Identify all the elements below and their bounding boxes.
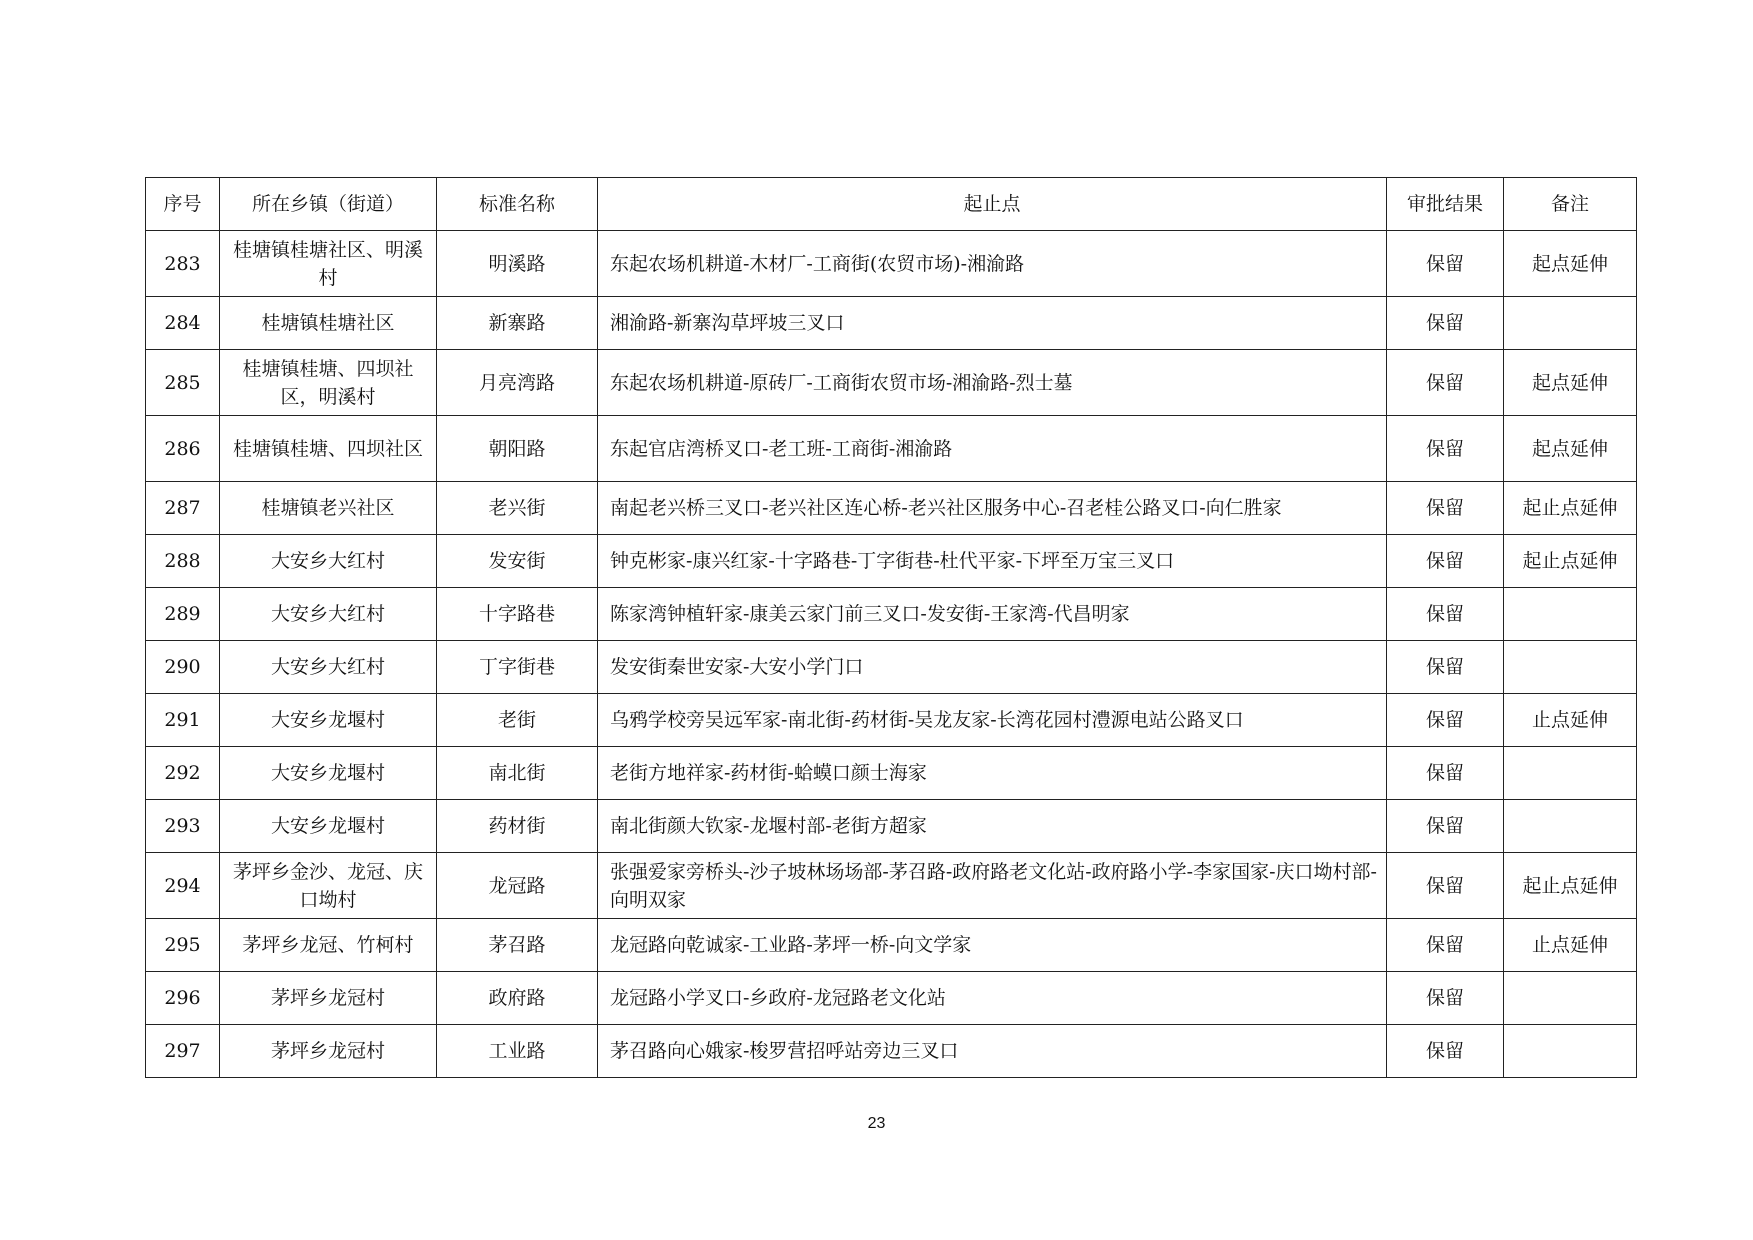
table-row	[146, 231, 1637, 297]
cell-approval-result: 保留	[1387, 800, 1504, 853]
cell-approval-result: 保留	[1387, 747, 1504, 800]
cell-approval-result: 保留	[1387, 231, 1504, 297]
cell-start-end-points: 乌鸦学校旁吴远军家-南北街-药材街-吴龙友家-长湾花园村澧源电站公路叉口	[598, 694, 1387, 747]
cell-remarks: 起止点延伸	[1504, 535, 1637, 588]
cell-standard-name: 工业路	[437, 1025, 598, 1078]
cell-standard-name: 政府路	[437, 972, 598, 1025]
cell-standard-name: 朝阳路	[437, 416, 598, 482]
cell-serial-number: 292	[146, 747, 220, 800]
cell-start-end-points: 东起农场机耕道-原砖厂-工商街农贸市场-湘渝路-烈士墓	[598, 350, 1387, 416]
cell-standard-name: 丁字街巷	[437, 641, 598, 694]
header-serial-number: 序号	[146, 178, 220, 231]
cell-approval-result: 保留	[1387, 588, 1504, 641]
header-start-end-points: 起止点	[598, 178, 1387, 231]
cell-approval-result: 保留	[1387, 919, 1504, 972]
cell-start-end-points: 东起官店湾桥叉口-老工班-工商街-湘渝路	[598, 416, 1387, 482]
cell-remarks	[1504, 747, 1637, 800]
cell-standard-name: 新寨路	[437, 297, 598, 350]
cell-start-end-points: 南北街颜大钦家-龙堰村部-老街方超家	[598, 800, 1387, 853]
cell-town: 桂塘镇桂塘社区、明溪村	[220, 231, 437, 297]
table-row	[146, 416, 1637, 482]
cell-approval-result: 保留	[1387, 1025, 1504, 1078]
table-row	[146, 694, 1637, 747]
cell-remarks	[1504, 972, 1637, 1025]
cell-standard-name: 药材街	[437, 800, 598, 853]
cell-standard-name: 茅召路	[437, 919, 598, 972]
cell-town: 茅坪乡金沙、龙冠、庆口坳村	[220, 853, 437, 919]
cell-start-end-points: 陈家湾钟植轩家-康美云家门前三叉口-发安街-王家湾-代昌明家	[598, 588, 1387, 641]
cell-town: 茅坪乡龙冠村	[220, 1025, 437, 1078]
cell-start-end-points: 张强爱家旁桥头-沙子坡林场场部-茅召路-政府路老文化站-政府路小学-李家国家-庆口坳村部-向明双家	[598, 853, 1387, 919]
cell-serial-number: 294	[146, 853, 220, 919]
table-row	[146, 800, 1637, 853]
cell-town: 大安乡大红村	[220, 535, 437, 588]
cell-standard-name: 十字路巷	[437, 588, 598, 641]
cell-start-end-points: 龙冠路小学叉口-乡政府-龙冠路老文化站	[598, 972, 1387, 1025]
table-row	[146, 297, 1637, 350]
table-row	[146, 853, 1637, 919]
cell-remarks: 起点延伸	[1504, 350, 1637, 416]
table-row	[146, 641, 1637, 694]
cell-standard-name: 南北街	[437, 747, 598, 800]
cell-town: 大安乡龙堰村	[220, 694, 437, 747]
header-approval-result: 审批结果	[1387, 178, 1504, 231]
cell-remarks	[1504, 297, 1637, 350]
cell-start-end-points: 南起老兴桥三叉口-老兴社区连心桥-老兴社区服务中心-召老桂公路叉口-向仁胜家	[598, 482, 1387, 535]
cell-approval-result: 保留	[1387, 853, 1504, 919]
table-header-row	[146, 178, 1637, 231]
cell-start-end-points: 钟克彬家-康兴红家-十字路巷-丁字街巷-杜代平家-下坪至万宝三叉口	[598, 535, 1387, 588]
cell-serial-number: 288	[146, 535, 220, 588]
cell-town: 大安乡大红村	[220, 641, 437, 694]
cell-serial-number: 285	[146, 350, 220, 416]
cell-start-end-points: 东起农场机耕道-木材厂-工商街(农贸市场)-湘渝路	[598, 231, 1387, 297]
cell-approval-result: 保留	[1387, 297, 1504, 350]
cell-serial-number: 289	[146, 588, 220, 641]
table-body	[146, 231, 1637, 1078]
cell-serial-number: 284	[146, 297, 220, 350]
cell-town: 桂塘镇桂塘、四坝社区	[220, 416, 437, 482]
cell-serial-number: 296	[146, 972, 220, 1025]
header-standard-name: 标准名称	[437, 178, 598, 231]
cell-start-end-points: 湘渝路-新寨沟草坪坡三叉口	[598, 297, 1387, 350]
cell-town: 桂塘镇桂塘社区	[220, 297, 437, 350]
cell-town: 茅坪乡龙冠村	[220, 972, 437, 1025]
cell-remarks	[1504, 800, 1637, 853]
cell-serial-number: 287	[146, 482, 220, 535]
cell-standard-name: 龙冠路	[437, 853, 598, 919]
cell-serial-number: 291	[146, 694, 220, 747]
cell-serial-number: 283	[146, 231, 220, 297]
cell-standard-name: 发安街	[437, 535, 598, 588]
cell-remarks: 起点延伸	[1504, 416, 1637, 482]
cell-town: 大安乡龙堰村	[220, 747, 437, 800]
cell-standard-name: 明溪路	[437, 231, 598, 297]
table-row	[146, 747, 1637, 800]
cell-remarks	[1504, 641, 1637, 694]
table-row	[146, 535, 1637, 588]
cell-remarks: 起点延伸	[1504, 231, 1637, 297]
cell-remarks	[1504, 588, 1637, 641]
cell-standard-name: 老兴街	[437, 482, 598, 535]
cell-remarks: 起止点延伸	[1504, 482, 1637, 535]
cell-approval-result: 保留	[1387, 972, 1504, 1025]
cell-approval-result: 保留	[1387, 350, 1504, 416]
cell-remarks: 起止点延伸	[1504, 853, 1637, 919]
table-row	[146, 972, 1637, 1025]
cell-approval-result: 保留	[1387, 416, 1504, 482]
table-row	[146, 1025, 1637, 1078]
cell-serial-number: 293	[146, 800, 220, 853]
header-town: 所在乡镇（街道）	[220, 178, 437, 231]
page-number: 23	[867, 1115, 886, 1132]
cell-serial-number: 290	[146, 641, 220, 694]
cell-approval-result: 保留	[1387, 641, 1504, 694]
header-remarks: 备注	[1504, 178, 1637, 231]
cell-start-end-points: 茅召路向心娥家-梭罗营招呼站旁边三叉口	[598, 1025, 1387, 1078]
table-row	[146, 350, 1637, 416]
cell-town: 桂塘镇桂塘、四坝社区，明溪村	[220, 350, 437, 416]
cell-town: 大安乡大红村	[220, 588, 437, 641]
cell-serial-number: 295	[146, 919, 220, 972]
table-row	[146, 919, 1637, 972]
cell-approval-result: 保留	[1387, 482, 1504, 535]
cell-start-end-points: 老街方地祥家-药材街-蛤蟆口颜士海家	[598, 747, 1387, 800]
cell-serial-number: 286	[146, 416, 220, 482]
cell-town: 桂塘镇老兴社区	[220, 482, 437, 535]
cell-town: 大安乡龙堰村	[220, 800, 437, 853]
cell-approval-result: 保留	[1387, 694, 1504, 747]
cell-standard-name: 月亮湾路	[437, 350, 598, 416]
cell-serial-number: 297	[146, 1025, 220, 1078]
table-row	[146, 482, 1637, 535]
cell-start-end-points: 发安街秦世安家-大安小学门口	[598, 641, 1387, 694]
cell-approval-result: 保留	[1387, 535, 1504, 588]
cell-remarks	[1504, 1025, 1637, 1078]
cell-start-end-points: 龙冠路向乾诚家-工业路-茅坪一桥-向文学家	[598, 919, 1387, 972]
road-name-table	[145, 177, 1637, 1078]
cell-standard-name: 老街	[437, 694, 598, 747]
table-row	[146, 588, 1637, 641]
cell-town: 茅坪乡龙冠、竹柯村	[220, 919, 437, 972]
cell-remarks: 止点延伸	[1504, 694, 1637, 747]
cell-remarks: 止点延伸	[1504, 919, 1637, 972]
